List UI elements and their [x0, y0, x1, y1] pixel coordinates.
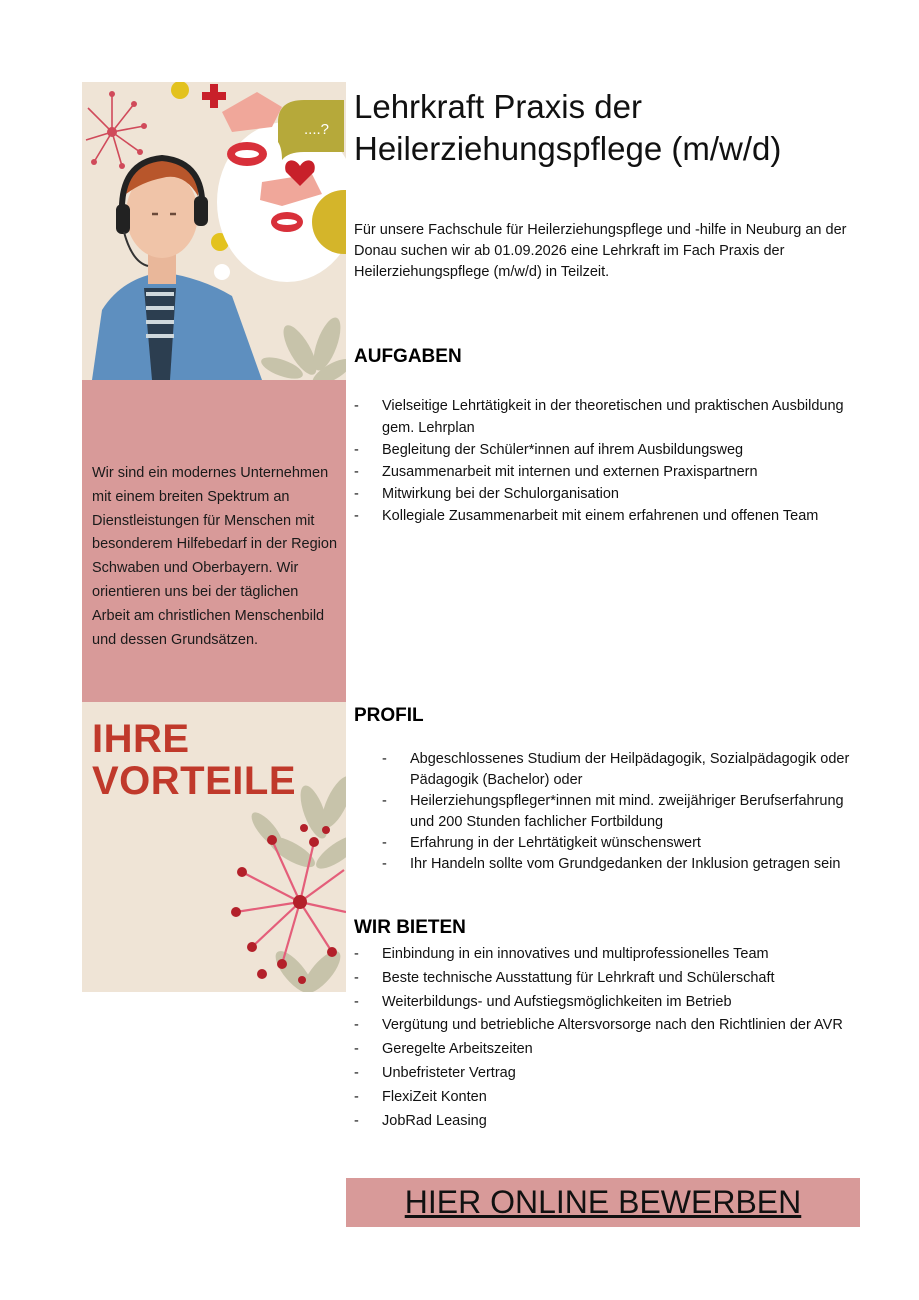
list-item: - Heilerziehungspfleger*innen mit mind. zweijähriger Berufserfahrung und 200 Stunden fachlicher Fortbildung: [382, 791, 862, 833]
company-description-box: [82, 380, 346, 702]
aufgaben-heading: AUFGABEN: [354, 346, 462, 367]
list-item: - Unbefristeter Vertrag: [354, 1062, 854, 1086]
page-title-line2: Heilerziehungspflege (m/w/d): [354, 130, 782, 167]
list-item: - Mitwirkung bei der Schulorganisation: [354, 484, 854, 506]
list-item: - Kollegiale Zusammenarbeit mit einem erfahrenen und offenen Team: [354, 506, 854, 528]
list-item: - FlexiZeit Konten: [354, 1086, 854, 1110]
apply-online-button[interactable]: [346, 1178, 860, 1227]
page-title-line1: Lehrkraft Praxis der: [354, 88, 642, 125]
apply-online-link[interactable]: HIER ONLINE BEWERBEN: [404, 1184, 802, 1220]
person-with-headphones-illustration: [82, 82, 346, 380]
list-item: - JobRad Leasing: [354, 1110, 854, 1134]
ihre-vorteile-heading: IHRE VORTEILE: [92, 717, 297, 803]
ihre-vorteile-graphic: [82, 702, 346, 992]
profil-heading: PROFIL: [354, 705, 424, 726]
intro-paragraph: Für unsere Fachschule für Heilerziehungspflege und -hilfe in Neuburg an der Donau suchen wir ab 01.09.2026 eine Lehrkraft im Fach Praxis der Heilerziehungspflege (m/w/d) in Teilzeit.: [354, 222, 847, 280]
speech-bubble-text: ....?: [304, 121, 330, 138]
page-title: [354, 86, 874, 170]
list-item: - Abgeschlossenes Studium der Heilpädagogik, Sozialpädagogik oder Pädagogik (Bachelor) oder: [382, 749, 862, 791]
header-photo: [82, 82, 346, 380]
list-item: - Beste technische Ausstattung für Lehrkraft und Schülerschaft: [354, 967, 854, 991]
profil-list: [382, 749, 862, 875]
list-item: - Zusammenarbeit mit internen und externen Praxispartnern: [354, 462, 854, 484]
list-item: - Begleitung der Schüler*innen auf ihrem Ausbildungsweg: [354, 440, 854, 462]
wir-bieten-list: [354, 943, 854, 1133]
wir-bieten-heading: WIR BIETEN: [354, 917, 466, 938]
list-item: - Ihr Handeln sollte vom Grundgedanken der Inklusion getragen sein: [382, 854, 862, 875]
list-item: - Weiterbildungs- und Aufstiegsmöglichkeiten im Betrieb: [354, 991, 854, 1015]
company-description-text: Wir sind ein modernes Unternehmen mit einem breiten Spektrum an Dienstleistungen für Menschen mit besonderem Hilfebedarf in der Region Schwaben und Oberbayern. Wir orientieren uns bei der täglichen Arbeit am christlichen Menschenbild und dessen Grundsätzen.: [92, 465, 338, 648]
aufgaben-list: [354, 396, 854, 528]
list-item: - Einbindung in ein innovatives und multiprofessionelles Team: [354, 943, 854, 967]
list-item: - Vielseitige Lehrtätigkeit in der theoretischen und praktischen Ausbildung gem. Lehrplan: [354, 396, 854, 439]
list-item: - Erfahrung in der Lehrtätigkeit wünschenswert: [382, 833, 862, 854]
list-item: - Geregelte Arbeitszeiten: [354, 1038, 854, 1062]
list-item: - Vergütung und betriebliche Altersvorsorge nach den Richtlinien der AVR: [354, 1014, 854, 1038]
